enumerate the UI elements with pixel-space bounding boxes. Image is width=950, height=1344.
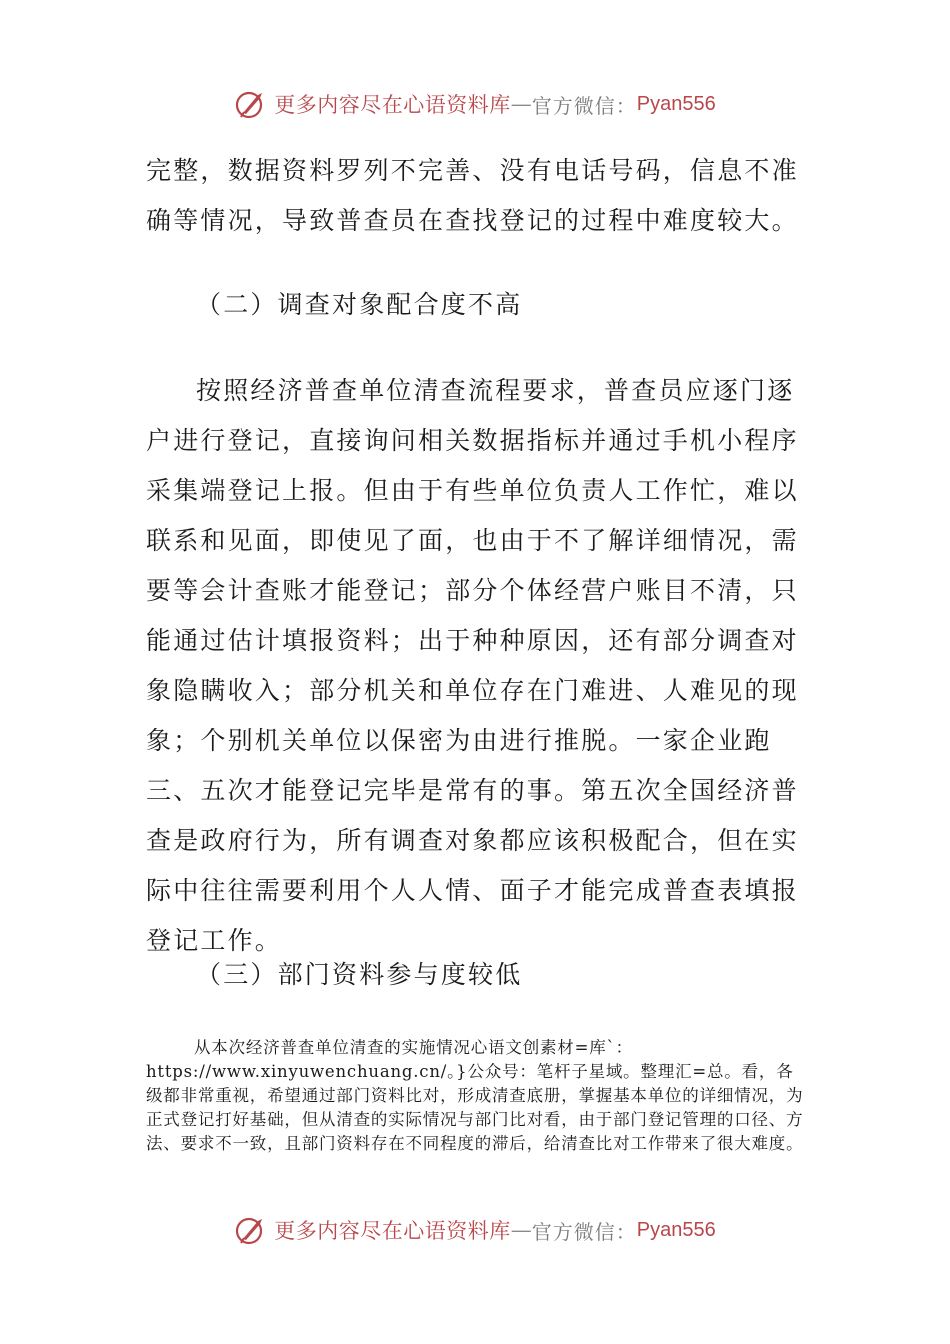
quill-logo-icon <box>234 1213 268 1247</box>
section-heading-2: （二）调查对象配合度不高 <box>196 290 523 319</box>
banner-wechat-label: 官方微信： <box>531 93 637 118</box>
paragraph-main: 按照经济普查单位清查流程要求，普查员应逐门逐户进行登记，直接询问相关数据指标并通过手机小程序采集端登记上报。但由于有些单位负责人工作忙，难以联系和见面，即使见了面，也由于不了解详细情况，需要等会计查账才能登记；部分个体经营户账目不清，只能通过估计填报资料；出于种种原因，还有部分调查对象隐瞒收入；部分机关和单位存在门难进、人难见的现象；个别机关单位以保密为由进行推脱。一家企业跑三、五次才能登记完毕是常有的事。第五次全国经济普查是政府行为，所有调查对象都应该积极配合，但在实际中往往需要利用个人人情、面子才能完成普查表填报登记工作。 <box>146 376 799 955</box>
banner-wechat-id: Pyan556 <box>636 1218 716 1241</box>
banner-separator: — <box>510 92 532 116</box>
banner-slogan: 更多内容尽在心语资料库 <box>274 1219 511 1243</box>
section-heading-3: （三）部门资料参与度较低 <box>196 960 523 989</box>
banner-wechat-id: Pyan556 <box>636 92 716 115</box>
note-paragraph: 从本次经济普查单位清查的实施情况心语文创素材=库`：https://www.xinyuwenchuang.cn/。}公众号：笔杆子星域。整理汇=总。看，各级都非常重视，希望通过部门资料比对，形成清查底册，掌握基本单位的详细情况，为正式登记打好基础，但从清查的实际情况与部门比对看，由于部门登记管理的口径、方法、要求不一致，且部门资料存在不同程度的滞后，给清查比对工作带来了很大难度。 <box>146 1038 804 1153</box>
header-banner <box>0 84 950 124</box>
paragraph-continued: 完整，数据资料罗列不完善、没有电话号码，信息不准确等情况，导致普查员在查找登记的过程中难度较大。 <box>146 156 799 235</box>
banner-slogan: 更多内容尽在心语资料库 <box>274 93 511 117</box>
footer-banner <box>0 1210 950 1250</box>
banner-separator: — <box>510 1218 532 1242</box>
quill-logo-icon <box>234 87 268 121</box>
banner-wechat-label: 官方微信： <box>531 1219 637 1244</box>
